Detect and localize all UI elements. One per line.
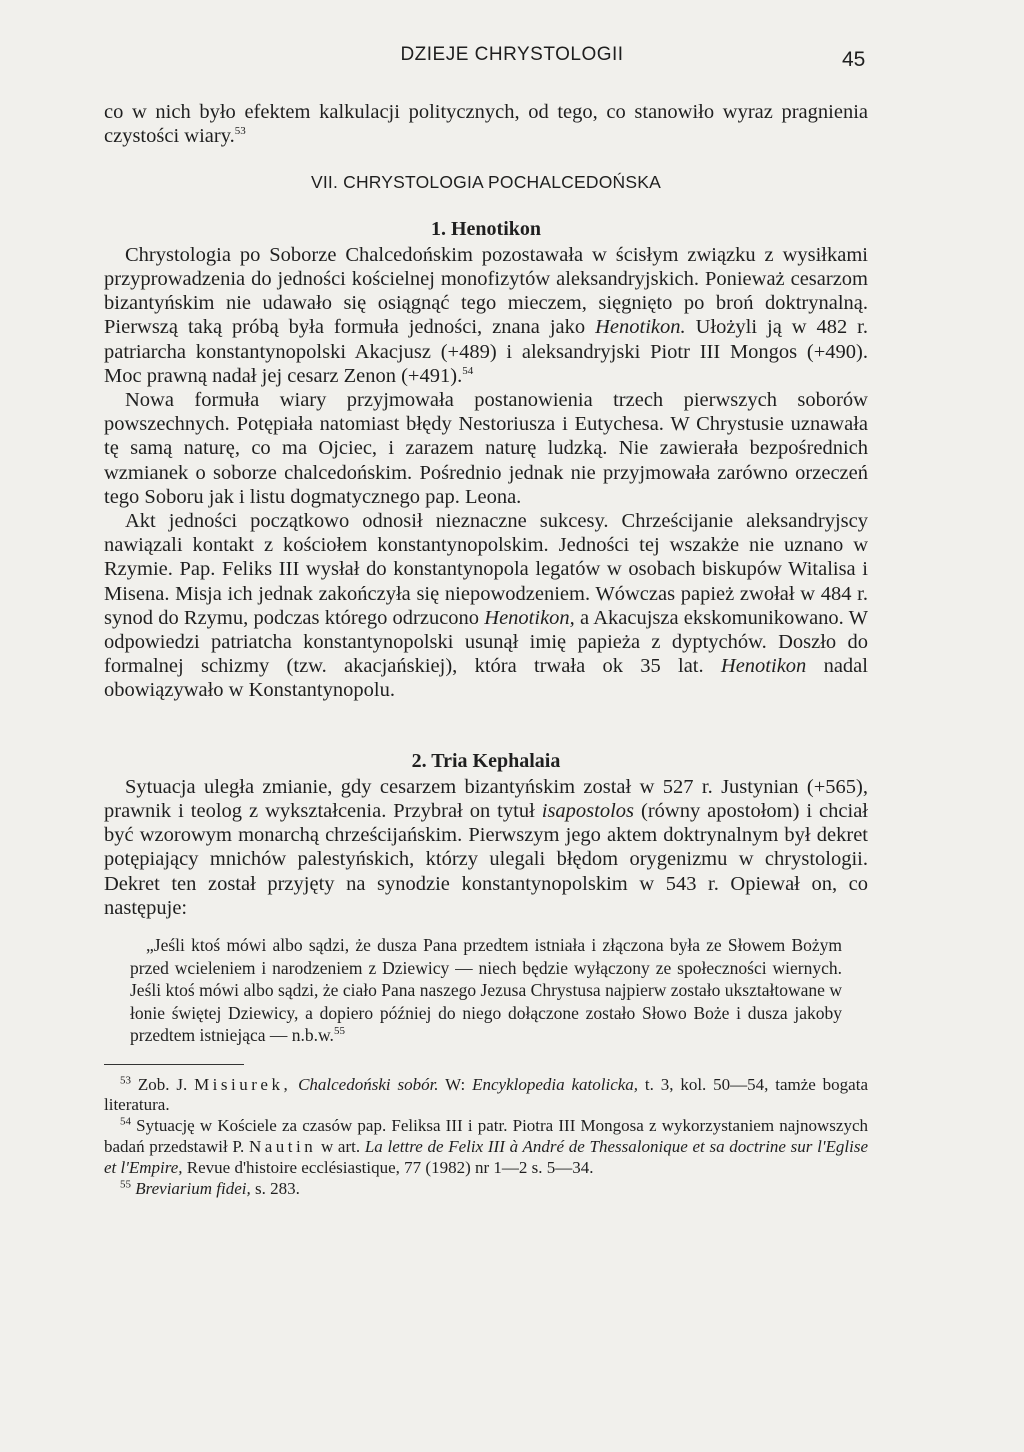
paragraph	[104, 243, 868, 388]
intro-text: co w nich było efektem kalkulacji politycznych, od tego, co stanowiło wyraz pragnienia czystości wiary.	[104, 101, 868, 148]
text-run: w art.	[316, 1136, 365, 1156]
author-name: Misiurek,	[194, 1074, 292, 1094]
italic-term: Henotikon	[720, 655, 807, 678]
cited-title: Chalcedoński sobór.	[298, 1074, 439, 1094]
text-run: (równy apostołom) i chciał być wzorowym monarchą chrześcijańskim. Pierwszym jego aktem doktrynalnym był dekret potępiający mnichów palestyńskich, którzy ulegali błędom orygenizmu w chrystologii. Dekret ten został przyjęty na synodzie konstantynopolskim w 543 r. Opiewał on, co następuje:	[104, 800, 868, 919]
italic-term: isapostolos	[541, 800, 635, 823]
footnote-ref-54: 54	[462, 365, 474, 377]
text-run: t. 3, kol. 50—54, tamże bogata literatura.	[104, 1074, 868, 1115]
cited-title: Breviarium fidei,	[135, 1178, 251, 1198]
text-run: W:	[438, 1074, 473, 1094]
italic-term: Henotikon.	[595, 316, 686, 339]
author-name: Nautin	[248, 1136, 317, 1156]
footnote-divider	[104, 1064, 244, 1065]
footnote-number: 54	[120, 1115, 131, 1128]
paragraph	[104, 509, 868, 703]
text-run: nadal obowiązywało w Konstantynopolu.	[104, 655, 868, 702]
footnote-number: 55	[120, 1177, 131, 1190]
page-number: 45	[842, 48, 866, 71]
footnotes	[104, 1075, 868, 1200]
footnote-ref-53: 53	[234, 125, 246, 138]
text-run: Ułożyli ją w 482 r. patriarcha konstantynopolski Akacjusz (+489) i aleksandryjski Piotr III Mongos (+490). Moc prawną nadał jej cesarz Zenon (+491).	[104, 316, 868, 387]
block-quote	[130, 934, 842, 1047]
section-title-henotikon: 1. Henotikon	[430, 217, 542, 240]
text-run: Akt jedności początkowo odnosił nieznaczne sukcesy. Chrześcijanie aleksandryjscy nawiązali kontakt z kościołem konstantynopolskim. Jedności tej wszakże nie uznano w Rzymie. Pap. Feliks III wysłał do konstantynopola legatów w osobach biskupów Witalisa i Misena. Misja ich jednak zakończyła się niepowodzeniem. Wówczas papież zwołał w 484 r. synod do Rzymu, podczas którego odrzucono	[104, 510, 868, 629]
italic-term: Henotikon,	[484, 606, 575, 629]
footnote-54	[104, 1116, 868, 1178]
quote-paragraph	[130, 934, 842, 1047]
text-run: s. 283.	[250, 1178, 300, 1198]
cited-work: Encyklopedia katolicka,	[472, 1074, 639, 1094]
quote-text: „Jeśli ktoś mówi albo sądzi, że dusza Pana przedtem istniała i złączona była ze Słowem Bożym przed wcieleniem i narodzeniem z Dziewicy — niech będzie wyłączony ze społeczności wiernych. Jeśli ktoś mówi albo sądzi, że ciało Pana naszego Jezusa Chrystusa najpierw zostało ukształtowane w łonie świętej Dziewicy, a dopiero później do niego dołączone zostało Słowo Boże i dusza jakoby przedtem istniejąca — n.b.w.	[130, 935, 842, 1046]
section-title-tria-kephalaia: 2. Tria Kephalaia	[411, 749, 561, 772]
text-run: Revue d'histoire ecclésiastique, 77 (1982) nr 1—2 s. 5—34.	[182, 1157, 594, 1177]
footnote-53	[104, 1075, 868, 1117]
text-run: Zob. J.	[131, 1074, 195, 1094]
footnote-55	[104, 1179, 868, 1200]
paragraph	[104, 775, 868, 920]
cited-title: La lettre de Felix III à André de Thessalonique et sa doctrine sur l'Eglise et l'Empire,	[104, 1136, 868, 1177]
text-run: Chrystologia po Soborze Chalcedońskim pozostawała w ścisłym związku z wysiłkami przyprowadzenia do jedności kościelnej monofizytów aleksandryjskich. Ponieważ cesarzom bizantyńskim nie udawało się osiągnąć tego mieczem, sięgnięto po broń doktrynalną. Pierwszą taką próbą była formuła jedności, znana jako	[104, 243, 868, 339]
running-head: DZIEJE CHRYSTOLOGII	[400, 44, 624, 65]
footnote-ref-55: 55	[333, 1025, 345, 1038]
text-run: a Akacujsza ekskomunikowano. W odpowiedzi patriatcha konstantynopolski usunął imię papieża z dyptychów. Doszło do formalnej schizmy (tzw. akacjańskiej), która trwała ok 35 lat.	[104, 606, 868, 678]
text-run: Sytuacja uległa zmianie, gdy cesarzem bizantyńskim został w 527 r. Justynian (+565), prawnik i teolog z wykształcenia. Przybrał on tytuł	[104, 775, 868, 823]
chapter-title: VII. CHRYSTOLOGIA POCHALCEDOŃSKA	[310, 172, 662, 193]
text-run: Sytuację w Kościele za czasów pap. Feliksa III i patr. Piotra III Mongosa z wykorzystaniem najnowszych badań przedstawił P.	[104, 1116, 868, 1156]
intro-paragraph	[104, 100, 868, 148]
text-column	[104, 100, 868, 1199]
paragraph: Nowa formuła wiary przyjmowała postanowienia trzech pierwszych soborów powszechnych. Potępiała natomiast błędy Nestoriusza i Eutychesa. W Chrystusie uznawała tę samą naturę, co ma Ojciec, i zarazem naturę ludzką. Nie zawierała bezpośrednich wzmianek o soborze chalcedońskim. Pośrednio jednak nie przyjmowała zarówno orzeczeń tego Soboru jak i listu dogmatycznego pap. Leona.	[104, 389, 868, 508]
footnote-number: 53	[120, 1073, 131, 1086]
